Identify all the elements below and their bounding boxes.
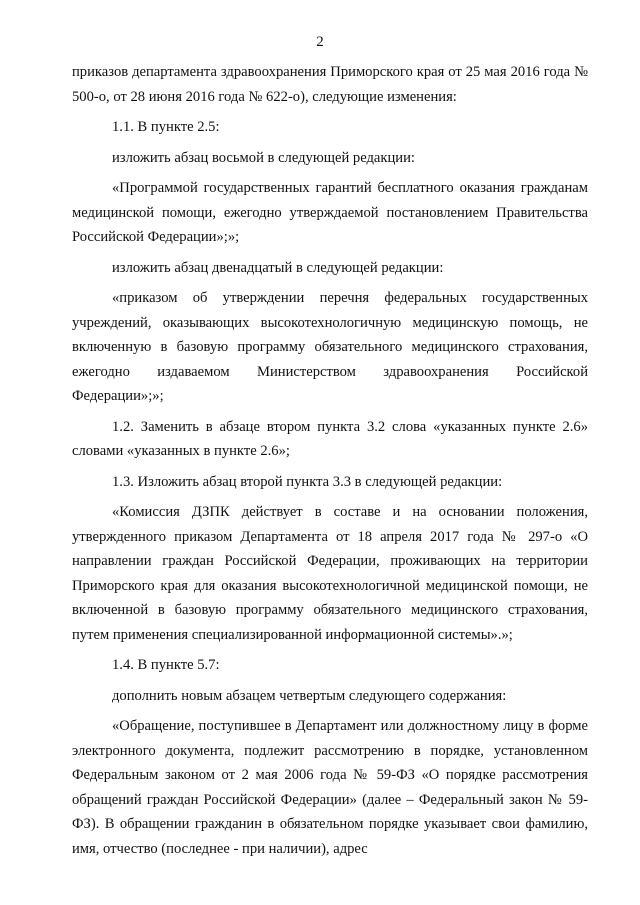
paragraph-instruction: изложить абзац восьмой в следующей редакции: (112, 149, 415, 166)
paragraph-item-1-3: 1.3. Изложить абзац второй пункта 3.3 в следующей редакции: (112, 473, 503, 490)
paragraph-instruction: изложить абзац двенадцатый в следующей редакции: (112, 259, 444, 276)
paragraph-quote: «приказом об утверждении перечня федеральных государственных учреждений, оказывающих высокотехнологичную медицинскую помощь, не включенную в базовую программу обязательного медицинского страхования, ежегодно издаваемом Министерством здравоохранения Российской Федерации»;»; (72, 290, 588, 404)
paragraph-item-1-1: 1.1. В пункте 2.5: (112, 119, 220, 135)
paragraph-continuation: приказов департамента здравоохранения Приморского края от 25 мая 2016 года № 500-о, от 28 июня 2016 года № 622-о), следующие изменения: (72, 64, 588, 105)
paragraph-item-1-4: 1.4. В пункте 5.7: (112, 657, 220, 673)
paragraph-item-1-2: 1.2. Заменить в абзаце втором пункта 3.2 слова «указанных пункте 2.6» словами «указанных в пункте 2.6»; (72, 418, 588, 459)
document-body (72, 60, 588, 867)
paragraph-quote: «Комиссия ДЗПК действует в составе и на основании положения, утвержденного приказом Департамента от 18 апреля 2017 года № 297-о «О направлении граждан Российской Федерации, проживающих на территории Приморского края для оказания высокотехнологичной медицинской помощи, не включенной в базовую программу обязательного медицинского страхования, путем применения специализированной информационной системы».»; (72, 504, 588, 643)
paragraph-quote: «Обращение, поступившее в Департамент или должностному лицу в форме электронного документа, подлежит рассмотрению в порядке, установленном Федеральным законом от 2 мая 2006 года № 59-ФЗ «О порядке рассмотрения обращений граждан Российской Федерации» (далее – Федеральный закон № 59-ФЗ). В обращении гражданин в обязательном порядке указывает свои фамилию, имя, отчество (последнее - при наличии), адрес (72, 718, 588, 857)
paragraph-quote: «Программой государственных гарантий бесплатного оказания гражданам медицинской помощи, ежегодно утверждаемой постановлением Правительства Российской Федерации»;»; (72, 180, 588, 245)
page-number: 2 (316, 34, 324, 50)
paragraph-instruction: дополнить новым абзацем четвертым следующего содержания: (112, 687, 507, 704)
